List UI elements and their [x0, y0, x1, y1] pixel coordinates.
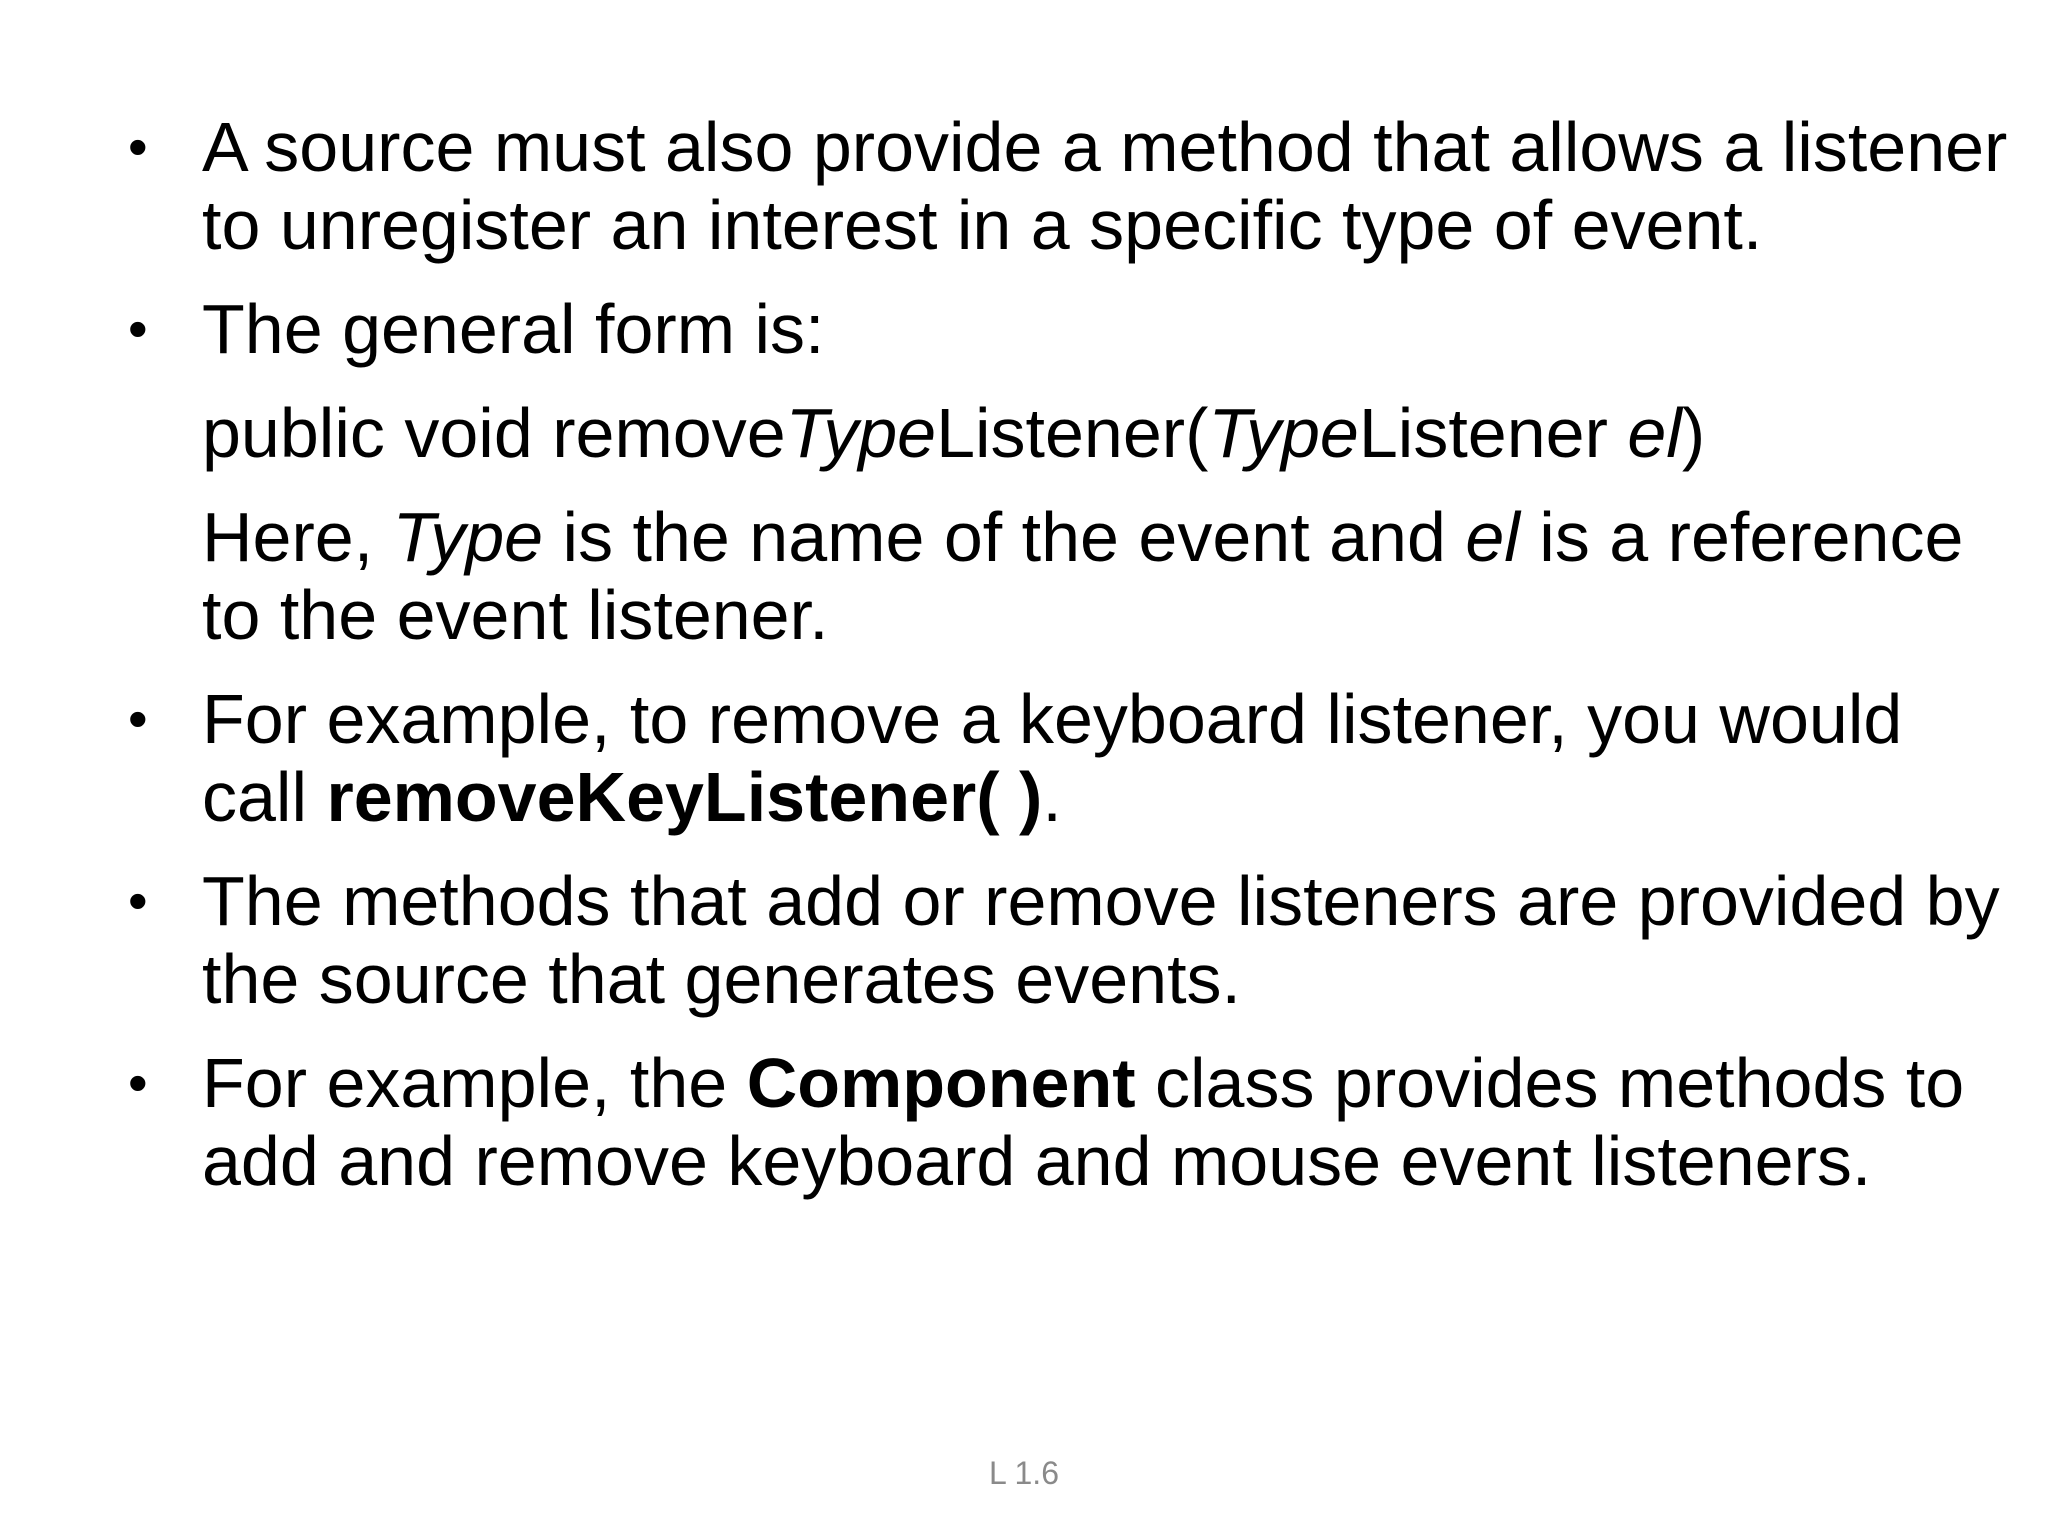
bullet-item — [120, 1044, 2020, 1200]
bullet-item — [120, 680, 2020, 836]
explanation-paragraph — [120, 498, 2020, 654]
text-segment: Listener — [1358, 394, 1628, 472]
text-segment-italic: el — [1465, 498, 1520, 576]
text-segment: For example, the — [202, 1044, 747, 1122]
text-segment: Here, — [202, 498, 393, 576]
bullet-text: The methods that add or remove listeners are provided by the source that generates events. — [202, 862, 2000, 1018]
text-segment-italic: Type — [392, 498, 544, 576]
bullet-item — [120, 290, 2020, 368]
text-segment: is a reference to the event listener. — [202, 498, 1964, 654]
bullet-item — [120, 108, 2020, 264]
bullet-dot-icon: • — [128, 869, 148, 932]
bullet-dot-icon: • — [128, 115, 148, 178]
text-segment-bold: Component — [746, 1044, 1136, 1122]
bullet-dot-icon: • — [128, 687, 148, 750]
text-segment: is the name of the event and — [543, 498, 1466, 576]
text-segment-italic: Type — [785, 394, 937, 472]
text-segment-bold: removeKeyListener( ) — [326, 758, 1043, 836]
slide-number-label: L 1.6 — [989, 1455, 1059, 1491]
bullet-dot-icon: • — [128, 297, 148, 360]
bullet-text: A source must also provide a method that allows a listener to unregister an interest in a specific type of event. — [202, 108, 2008, 264]
text-segment: public void remove — [202, 394, 786, 472]
slide-body — [120, 108, 2020, 1226]
text-segment: class provides methods to add and remove keyboard and mouse event listeners. — [202, 1044, 1965, 1200]
bullet-item — [120, 862, 2020, 1018]
text-segment: Listener( — [936, 394, 1209, 472]
text-segment: . — [1042, 758, 1062, 836]
code-signature-line — [120, 394, 2020, 472]
text-segment: For example, to remove a keyboard listener, you would call — [202, 680, 1903, 836]
bullet-dot-icon: • — [128, 1051, 148, 1114]
text-segment-italic: el — [1627, 394, 1682, 472]
bullet-text: The general form is: — [202, 290, 825, 368]
text-segment: ) — [1681, 394, 1706, 472]
text-segment-italic: Type — [1208, 394, 1359, 472]
